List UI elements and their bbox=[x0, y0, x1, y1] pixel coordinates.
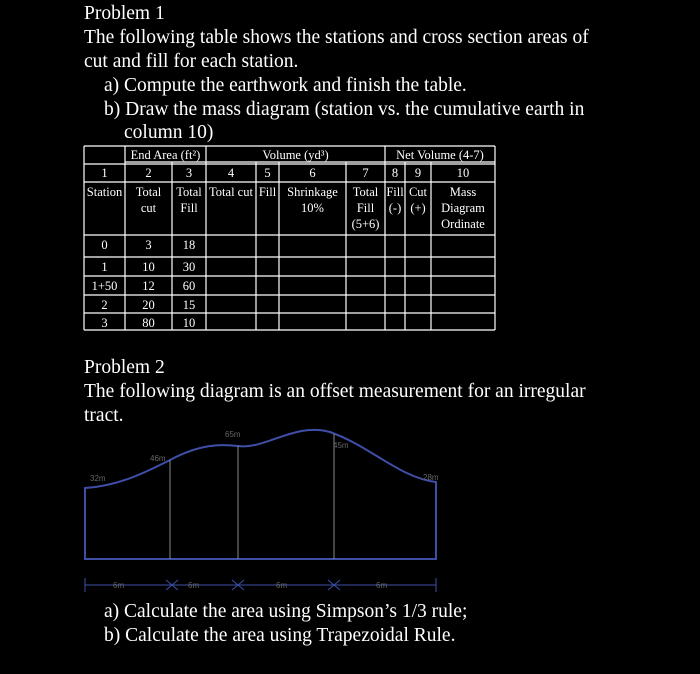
column-label: Station bbox=[86, 185, 123, 199]
column-number: 3 bbox=[185, 166, 193, 180]
problem2-intro-line1: The following diagram is an offset measurement for an irregular bbox=[84, 381, 586, 402]
offset-label-5: 28m bbox=[423, 473, 439, 482]
table-cell: 1+50 bbox=[91, 279, 118, 293]
column-number: 9 bbox=[414, 166, 422, 180]
problem2-intro-line2: tract. bbox=[84, 405, 124, 426]
column-label: Fill bbox=[258, 185, 277, 199]
column-label: Fill bbox=[180, 201, 198, 215]
offset-label-1: 32m bbox=[90, 474, 106, 483]
column-label: Total bbox=[135, 185, 162, 199]
problem1-intro-line2: cut and fill for each station. bbox=[84, 51, 299, 72]
column-label: (5+6) bbox=[351, 217, 380, 231]
problem2-part-b: b) Calculate the area using Trapezoidal Rule. bbox=[104, 625, 456, 646]
table-cell: 10 bbox=[142, 260, 155, 274]
table-cell: 30 bbox=[182, 260, 196, 274]
table-cell: 15 bbox=[182, 298, 196, 312]
column-number: 2 bbox=[145, 166, 152, 180]
problem2-part-a: a) Calculate the area using Simpson’s 1/3 rule; bbox=[104, 601, 468, 622]
table-cell: 20 bbox=[142, 298, 155, 312]
column-label: Cut bbox=[408, 185, 428, 199]
column-label: (+) bbox=[410, 201, 426, 215]
tract-boundary bbox=[85, 430, 436, 559]
column-number: 6 bbox=[309, 166, 316, 180]
problem1-part-b-line1: b) Draw the mass diagram (station vs. the cumulative earth in bbox=[104, 99, 585, 120]
column-label: Total bbox=[352, 185, 379, 199]
problem2-title: Problem 2 bbox=[84, 357, 165, 378]
problem1-title: Problem 1 bbox=[84, 3, 165, 24]
header-volume: Volume (yd³) bbox=[262, 148, 329, 162]
problem1-intro-line1: The following table shows the stations and cross section areas of bbox=[84, 27, 589, 48]
table-cell: 18 bbox=[182, 238, 196, 252]
column-label: Ordinate bbox=[441, 217, 485, 231]
table-cell: 60 bbox=[182, 279, 196, 293]
problem1-part-b-line2: column 10) bbox=[124, 122, 214, 143]
column-label: Shrinkage bbox=[287, 185, 338, 199]
spacing-label-1: 6m bbox=[113, 581, 125, 590]
column-label: Total cut bbox=[209, 185, 253, 199]
problem1-part-a: a) Compute the earthwork and finish the table. bbox=[104, 75, 467, 96]
header-net-volume: Net Volume (4-7) bbox=[396, 148, 484, 162]
column-label: Total bbox=[176, 185, 202, 199]
column-label: Mass bbox=[449, 185, 477, 199]
column-label: Fill bbox=[386, 185, 404, 199]
header-end-area: End Area (ft²) bbox=[130, 148, 201, 162]
table-cell: 0 bbox=[101, 238, 108, 252]
column-number: 8 bbox=[391, 166, 399, 180]
column-label: cut bbox=[140, 201, 157, 215]
column-number: 4 bbox=[227, 166, 235, 180]
offset-label-2: 46m bbox=[150, 454, 166, 463]
offset-label-3: 65m bbox=[225, 430, 241, 439]
spacing-label-2: 6m bbox=[188, 581, 200, 590]
spacing-label-3: 6m bbox=[276, 581, 288, 590]
table-cell: 80 bbox=[142, 316, 155, 330]
column-label: Fill bbox=[356, 201, 375, 215]
column-number: 7 bbox=[362, 166, 369, 180]
table-cell: 3 bbox=[101, 316, 108, 330]
column-number: 5 bbox=[264, 166, 271, 180]
column-label: Diagram bbox=[441, 201, 485, 215]
column-number: 10 bbox=[456, 166, 470, 180]
spacing-label-4: 6m bbox=[376, 581, 388, 590]
offset-label-4: 45m bbox=[333, 441, 349, 450]
table-cell: 12 bbox=[142, 279, 155, 293]
table-cell: 1 bbox=[101, 260, 108, 274]
table-cell: 3 bbox=[145, 238, 152, 252]
table-cell: 10 bbox=[182, 316, 196, 330]
column-label: (-) bbox=[388, 201, 402, 215]
column-number: 1 bbox=[101, 166, 108, 180]
table-cell: 2 bbox=[101, 298, 108, 312]
column-label: 10% bbox=[301, 201, 324, 215]
